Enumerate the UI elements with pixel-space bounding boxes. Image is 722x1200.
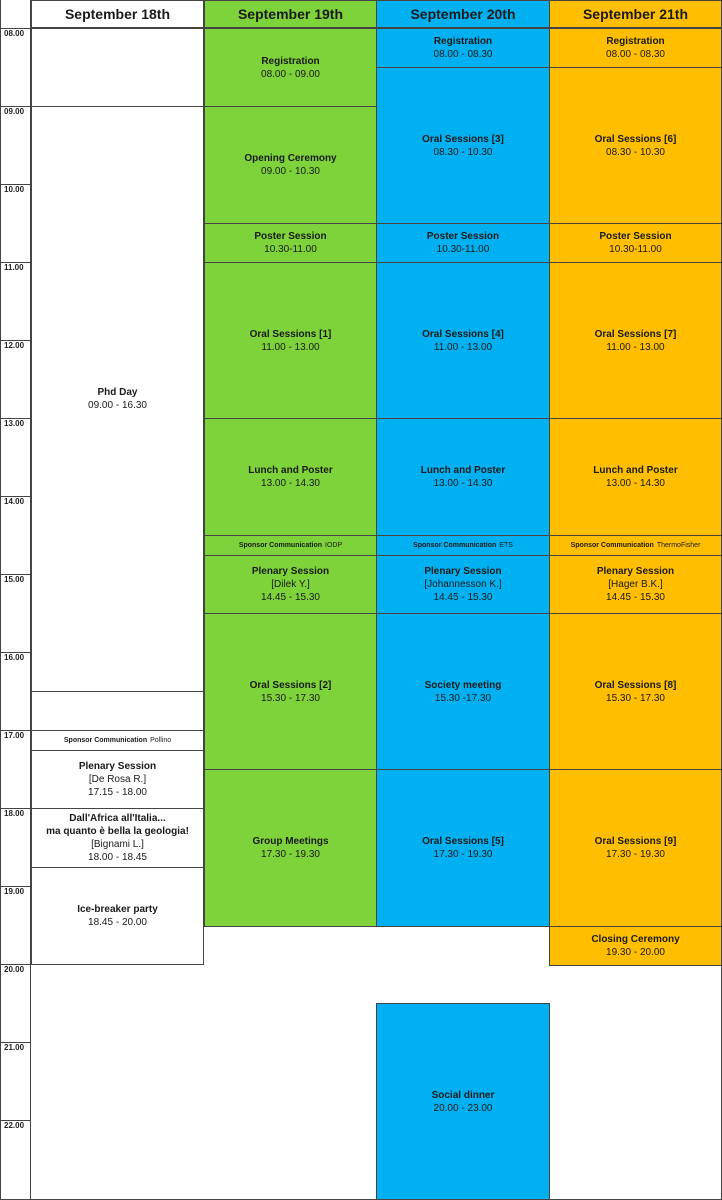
event-time: 18.00 - 18.45 xyxy=(88,852,147,863)
event-title: Registration xyxy=(261,55,320,67)
event-time: 14.45 - 15.30 xyxy=(606,592,665,603)
event-oral-sessions-5 xyxy=(376,769,550,927)
event-sponsor: ETS xyxy=(499,542,513,549)
event-title: Sponsor Communication xyxy=(63,737,148,744)
event-title: Dall'Africa all'Italia... xyxy=(69,813,166,824)
event-time: 13.00 - 14.30 xyxy=(606,478,665,489)
event-title: Plenary Session xyxy=(251,566,330,577)
event-oral-sessions-7 xyxy=(549,262,722,419)
event-title: Sponsor Communication xyxy=(570,542,654,549)
event-title: Oral Sessions [3] xyxy=(422,133,504,145)
event-registration xyxy=(204,28,377,107)
day-header-sept-19: September 19th xyxy=(204,0,377,28)
event-registration xyxy=(549,28,722,68)
event-time: 17.30 - 19.30 xyxy=(261,849,320,860)
event-oral-sessions-9 xyxy=(549,769,722,927)
event-time: 08.30 - 10.30 xyxy=(433,146,493,158)
hour-label: 14.00 xyxy=(4,497,25,506)
hour-label: 18.00 xyxy=(4,809,25,818)
event-title: Plenary Session xyxy=(424,566,502,577)
event-title: Registration xyxy=(433,36,493,47)
event-title: Poster Session xyxy=(599,231,672,242)
event-title: Group Meetings xyxy=(252,836,329,847)
event-time: 17.30 - 19.30 xyxy=(433,849,493,860)
event-time: 10.30-11.00 xyxy=(436,244,490,255)
event-poster-session xyxy=(204,223,377,263)
event-time: 10.30-11.00 xyxy=(609,244,662,255)
event-title: Lunch and Poster xyxy=(248,465,333,476)
event-time: 15.30 - 17.30 xyxy=(261,692,320,704)
event-time: 13.00 - 14.30 xyxy=(261,478,320,489)
event-sponsor-communication xyxy=(31,730,204,751)
hour-label: 13.00 xyxy=(4,419,25,428)
event-time: 15.30 - 17.30 xyxy=(606,692,665,704)
event-society-meeting xyxy=(376,613,550,770)
event-title: Plenary Session xyxy=(596,566,675,577)
hour-label: 11.00 xyxy=(4,263,24,272)
hour-label: 22.00 xyxy=(4,1121,25,1130)
event-title: Closing Ceremony xyxy=(591,934,680,945)
hour-label: 09.00 xyxy=(4,107,25,116)
event-phd-day xyxy=(31,106,204,692)
event-title: ma quanto è bella la geologia! xyxy=(46,826,189,837)
hour-label: 20.00 xyxy=(4,965,25,974)
event-time: 11.00 - 13.00 xyxy=(433,341,493,353)
event-time: 09.00 - 10.30 xyxy=(261,166,320,177)
event-time: 08.00 - 08.30 xyxy=(606,49,665,60)
event-time: 17.30 - 19.30 xyxy=(606,849,665,860)
hour-label: 16.00 xyxy=(4,653,25,662)
event-oral-sessions-2 xyxy=(204,613,377,770)
time-gutter xyxy=(0,0,31,1200)
event-social-dinner xyxy=(376,1003,550,1200)
event-title: Oral Sessions [6] xyxy=(594,133,677,145)
event-time: 11.00 - 13.00 xyxy=(261,341,320,353)
empty-slot xyxy=(31,691,204,731)
event-time: 14.45 - 15.30 xyxy=(261,592,320,603)
event-title: Registration xyxy=(606,36,665,47)
event-time: 17.15 - 18.00 xyxy=(88,787,147,798)
event-title: Oral Sessions [5] xyxy=(422,836,504,847)
event-title: Poster Session xyxy=(254,231,327,242)
event-title: Social dinner xyxy=(431,1089,495,1101)
event-time: 20.00 - 23.00 xyxy=(433,1102,493,1114)
event-ice-breaker-party xyxy=(31,867,204,965)
event-poster-session xyxy=(376,223,550,263)
event-oral-sessions-4 xyxy=(376,262,550,419)
event-sponsor: ThermoFisher xyxy=(656,542,701,549)
event-oral-sessions-8 xyxy=(549,613,722,770)
event-closing-ceremony xyxy=(549,926,722,966)
event-time: 08.30 - 10.30 xyxy=(606,146,665,158)
event-time: 18.45 - 20.00 xyxy=(88,917,147,928)
event-title: Lunch and Poster xyxy=(420,465,506,476)
event-speaker: [Johannesson K.] xyxy=(424,579,502,590)
event-title: Oral Sessions [2] xyxy=(249,679,332,691)
event-plenary-session xyxy=(549,555,722,614)
hour-label: 21.00 xyxy=(4,1043,25,1052)
event-speaker: [Bignami L.] xyxy=(91,839,144,850)
event-title: Plenary Session xyxy=(78,761,157,772)
event-time: 08.00 - 09.00 xyxy=(261,68,320,80)
event-time: 14.45 - 15.30 xyxy=(433,592,493,603)
event-title: Oral Sessions [7] xyxy=(594,328,677,340)
event-group-meetings xyxy=(204,769,377,927)
event-sponsor-communication xyxy=(204,535,377,556)
event-title: Phd Day xyxy=(97,387,138,398)
event-sponsor: IODP xyxy=(325,542,343,549)
hour-label: 15.00 xyxy=(4,575,25,584)
hour-label: 17.00 xyxy=(4,731,25,740)
event-time: 10.30-11.00 xyxy=(264,244,317,255)
hour-label: 08.00 xyxy=(4,29,25,38)
event-title: Opening Ceremony xyxy=(244,153,337,164)
event-title: Society meeting xyxy=(424,679,502,691)
event-speaker: [Dilek Y.] xyxy=(271,579,310,590)
event-oral-sessions-3 xyxy=(376,67,550,224)
event-plenary-session xyxy=(204,555,377,614)
day-header-sept-21: September 21th xyxy=(549,0,722,28)
event-title: Oral Sessions [4] xyxy=(422,328,504,340)
event-time: 09.00 - 16.30 xyxy=(88,400,147,411)
event-title: Oral Sessions [8] xyxy=(594,679,677,691)
event-time: 19.30 - 20.00 xyxy=(606,947,665,958)
hour-label: 19.00 xyxy=(4,887,25,896)
day-header-sept-18: September 18th xyxy=(31,0,204,28)
empty-slot xyxy=(31,28,204,107)
event-opening-ceremony xyxy=(204,106,377,224)
event-lunch-and-poster xyxy=(376,418,550,536)
event-speaker: [De Rosa R.] xyxy=(88,774,147,785)
event-lunch-and-poster xyxy=(204,418,377,536)
event-plenary-session xyxy=(376,555,550,614)
event-title: Oral Sessions [1] xyxy=(249,328,332,340)
event-title: Poster Session xyxy=(426,231,500,242)
event-poster-session xyxy=(549,223,722,263)
event-speaker: [Hager B.K.] xyxy=(608,579,663,590)
event-registration xyxy=(376,28,550,68)
event-plenary-session xyxy=(31,750,204,809)
event-sponsor: Pollino xyxy=(150,737,172,744)
event-title: Sponsor Communication xyxy=(238,542,323,549)
event-time: 13.00 - 14.30 xyxy=(433,478,493,489)
event-title: Oral Sessions [9] xyxy=(594,836,677,847)
event-time: 15.30 -17.30 xyxy=(434,692,492,704)
hour-label: 10.00 xyxy=(4,185,25,194)
event-lunch-and-poster xyxy=(549,418,722,536)
event-title: Lunch and Poster xyxy=(593,465,678,476)
event-oral-sessions-6 xyxy=(549,67,722,224)
event-sponsor-communication xyxy=(549,535,722,556)
event-oral-sessions-1 xyxy=(204,262,377,419)
event-title: Ice-breaker party xyxy=(77,904,158,915)
event-sponsor-communication xyxy=(376,535,550,556)
event-time: 11.00 - 13.00 xyxy=(606,341,665,353)
event-title: Sponsor Communication xyxy=(413,542,497,549)
event-time: 08.00 - 08.30 xyxy=(433,49,493,60)
hour-label: 12.00 xyxy=(4,341,25,350)
event-africa-talk xyxy=(31,808,204,868)
day-header-sept-20: September 20th xyxy=(376,0,550,28)
